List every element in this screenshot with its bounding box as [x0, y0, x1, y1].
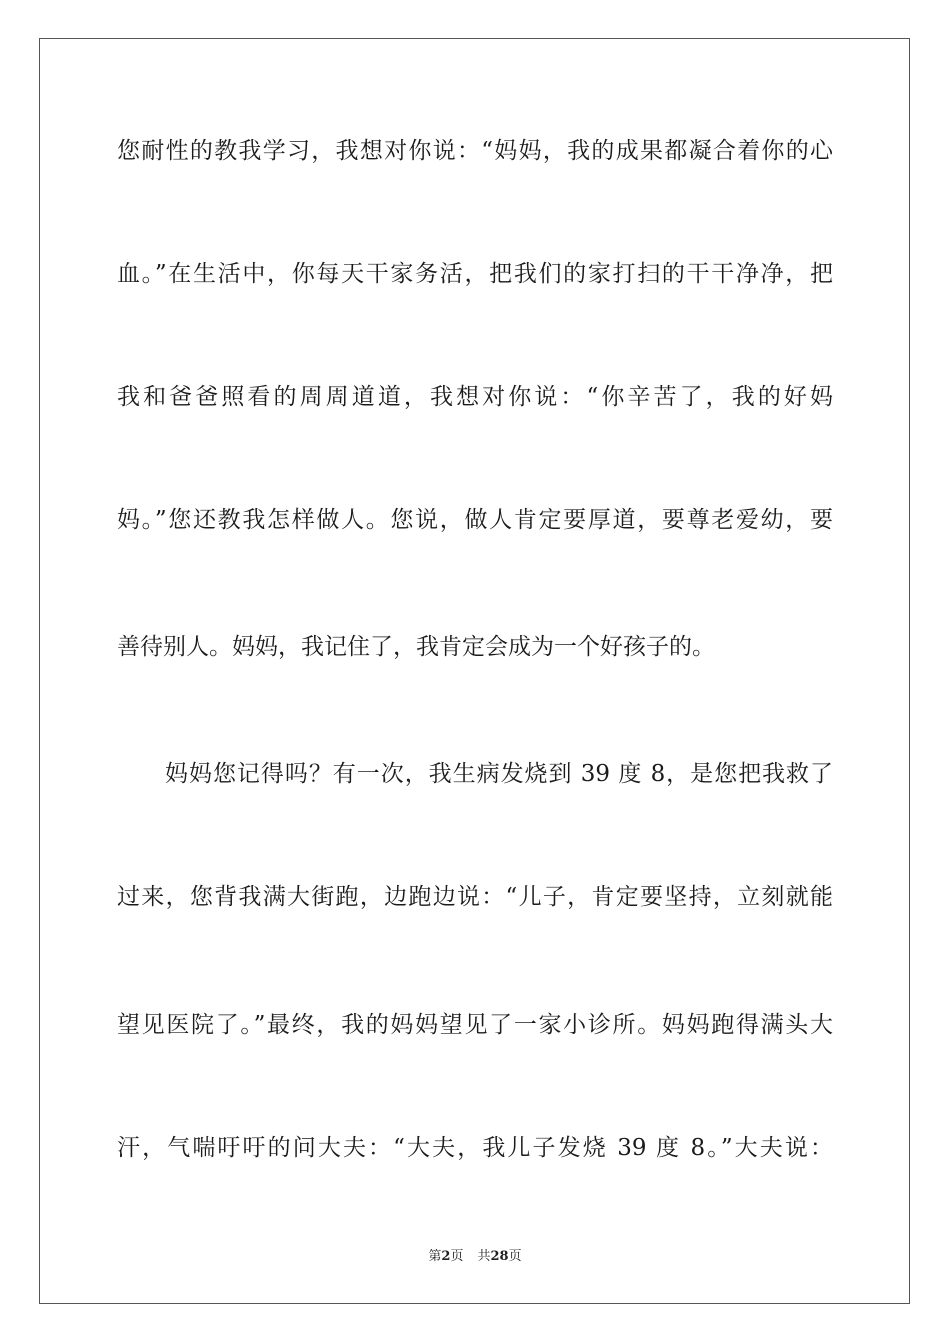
body-text-line: 我和爸爸照看的周周道道，我想对你说：“你辛苦了，我的好妈 [117, 384, 833, 410]
total-label-prefix: 共 [477, 1249, 491, 1264]
body-text-line: 汗，气喘吁吁的问大夫：“大夫，我儿子发烧 39 度 8。”大夫说： [117, 1135, 833, 1161]
body-text-line: 望见医院了。”最终，我的妈妈望见了一家小诊所。妈妈跑得满头大 [117, 1012, 833, 1038]
total-label-suffix: 页 [508, 1249, 522, 1264]
body-text-line: 血。”在生活中，你每天干家务活，把我们的家打扫的干干净净，把 [117, 261, 833, 287]
page-label-suffix: 页 [450, 1249, 464, 1264]
body-text-line: 妈。”您还教我怎样做人。您说，做人肯定要厚道，要尊老爱幼，要 [117, 507, 833, 533]
page-footer [0, 1248, 950, 1266]
page-label-prefix: 第 [428, 1249, 442, 1264]
current-page-number: 2 [441, 1249, 451, 1264]
page-border [39, 38, 910, 1304]
total-page-count: 28 [490, 1249, 509, 1264]
body-text-line: 过来，您背我满大街跑，边跑边说：“儿子，肯定要坚持，立刻就能 [117, 884, 833, 910]
paragraph-first-line: 妈妈您记得吗？有一次，我生病发烧到 39 度 8，是您把我救了 [165, 761, 833, 787]
body-text-line: 善待别人。妈妈，我记住了，我肯定会成为一个好孩子的。 [117, 634, 715, 660]
body-text-line: 您耐性的教我学习，我想对你说：“妈妈，我的成果都凝合着你的心 [117, 138, 833, 164]
